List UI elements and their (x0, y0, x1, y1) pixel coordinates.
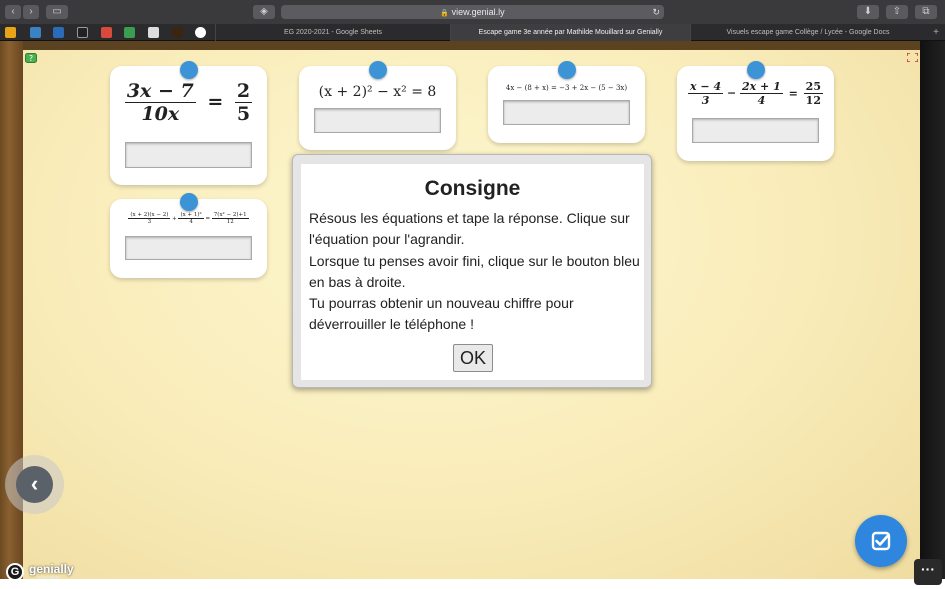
answer-input-1[interactable] (125, 142, 252, 168)
equation-5[interactable]: $\frac{(x + 2)(x - 2)}{3}$ + $\frac{\text{(x + 1)²}}{4}$ = $\frac{\text{7(x² − 2)+1}}{12}$ (130, 212, 247, 225)
genially-logo-text: genially (29, 562, 74, 576)
lock-icon: 🔒 (440, 10, 450, 17)
equation-card-1[interactable] (110, 66, 267, 185)
back-nav-button[interactable]: ‹ (5, 5, 21, 19)
pin-icon (180, 193, 198, 211)
equation-2[interactable]: (x + 2)² − x² = 8 (318, 84, 437, 100)
answer-input-2[interactable] (314, 108, 441, 133)
answer-input-3[interactable] (503, 100, 630, 125)
answer-input-5[interactable] (125, 236, 252, 260)
pin-icon (369, 61, 387, 79)
favicon-drive-icon[interactable] (124, 27, 135, 38)
new-tab-button[interactable]: + (933, 27, 939, 38)
tag-icon[interactable]: ◈ (253, 5, 275, 19)
genially-logo-sub: education (38, 575, 60, 581)
equation-4[interactable]: $\frac{x - 4}{3}$ − $\frac{2x + 1}{4}$ = $\frac{25}{12}$ (690, 80, 821, 107)
back-button[interactable] (5, 455, 64, 514)
ok-button[interactable]: OK (453, 344, 493, 372)
favicon-google-icon[interactable] (195, 27, 206, 38)
equation-3[interactable]: 4x − (8 + x) = −3 + 2x − (5 − 3x) (505, 84, 628, 92)
tab-google-sheets[interactable]: EG 2020-2021 - Google Sheets (215, 24, 450, 41)
favicon-dark-icon[interactable] (172, 27, 183, 38)
fullscreen-icon[interactable] (907, 53, 918, 62)
stage-bottom-strip (0, 579, 945, 589)
favicon-gmail-icon[interactable] (101, 27, 112, 38)
favicon-doc-icon[interactable] (148, 27, 159, 38)
reload-icon[interactable]: ↻ (652, 7, 660, 17)
right-border (920, 41, 945, 589)
pin-icon (558, 61, 576, 79)
svg-text:?: ? (28, 54, 34, 63)
answer-input-4[interactable] (692, 118, 819, 143)
tab-google-docs[interactable]: Visuels escape game Collège / Lycée - Google Docs (690, 24, 925, 41)
modal-line: Tu pourras obtenir un nouveau chiffre pour déverrouiller le téléphone ! (309, 295, 574, 333)
url-text: view.genial.ly (451, 7, 505, 17)
sidebar-toggle-icon[interactable]: ▭ (46, 5, 68, 19)
tabs-overview-icon[interactable]: ⧉ (915, 5, 937, 19)
chevron-left-icon: ‹ (16, 466, 53, 503)
modal-line: Résous les équations et tape la réponse. Clique sur l'équation pour l'agrandir. (309, 210, 630, 248)
download-icon[interactable]: ⬇ (857, 5, 879, 19)
browser-titlebar (0, 0, 945, 24)
forward-nav-button[interactable]: › (23, 5, 39, 19)
genially-logo-icon: G (6, 563, 24, 581)
favicon-outlook-icon[interactable] (53, 27, 64, 38)
more-options-button[interactable]: ··· (914, 559, 942, 585)
favicon-app-icon[interactable] (5, 27, 16, 38)
equation-1[interactable]: $\frac{3x - 7}{10x}$ = $\frac{2}{5}$ (126, 80, 251, 125)
share-icon[interactable]: ⇧ (886, 5, 908, 19)
tab-escape-game[interactable]: Escape game 3e année par Mathilde Mouillard sur Genially (450, 24, 690, 41)
pin-icon (180, 61, 198, 79)
help-icon[interactable] (25, 53, 38, 66)
address-bar[interactable] (281, 5, 664, 19)
equation-card-4[interactable] (677, 66, 834, 161)
modal-title: Consigne (424, 177, 521, 200)
modal-line: Lorsque tu penses avoir fini, clique sur le bouton bleu en bas à droite. (309, 252, 640, 290)
instructions-modal (292, 154, 652, 388)
modal-body (309, 208, 641, 336)
pin-icon (747, 61, 765, 79)
tab-bar (0, 24, 945, 41)
favicon-twitter-icon[interactable] (30, 27, 41, 38)
check-icon (855, 515, 907, 567)
submit-button[interactable] (855, 515, 907, 567)
favicon-pix-icon[interactable] (77, 27, 88, 38)
modal-content (301, 164, 644, 380)
